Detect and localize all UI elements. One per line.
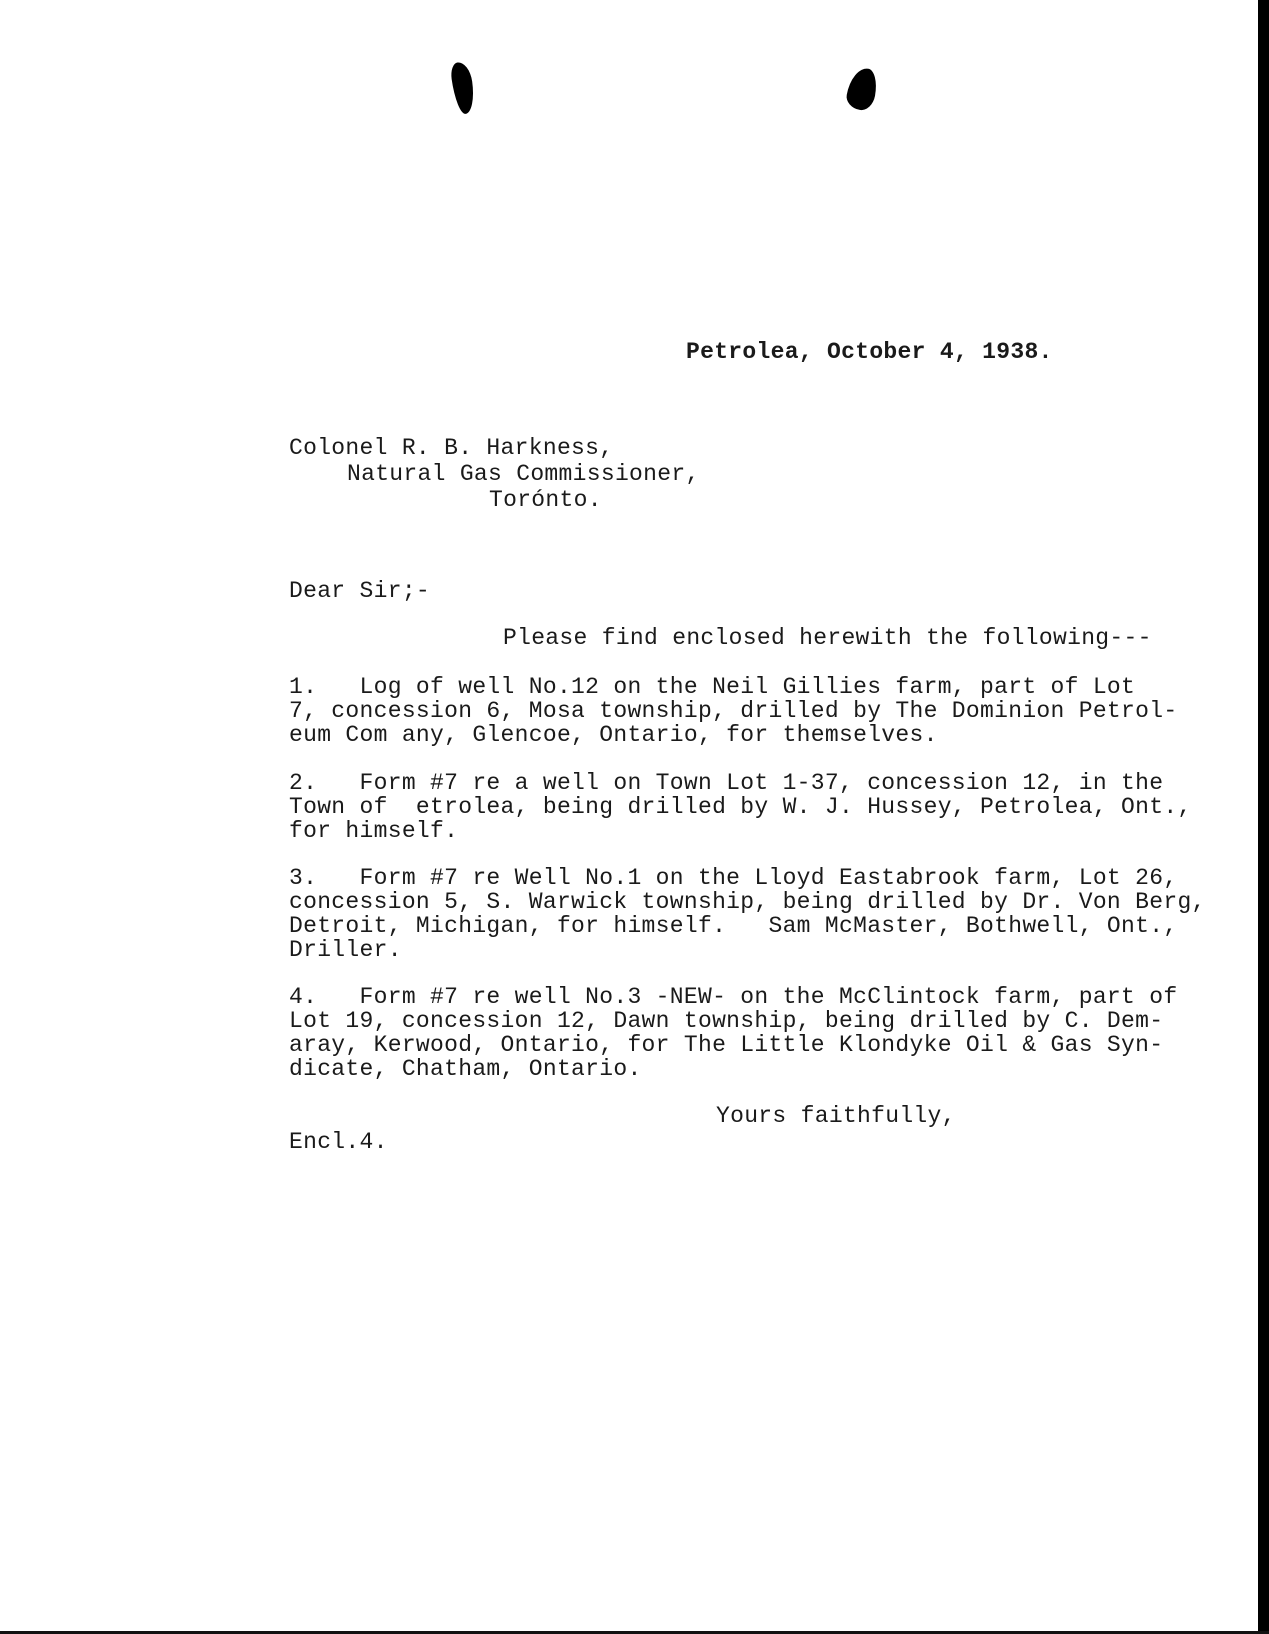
list-item-line: 4. Form #7 re well No.3 -NEW- on the McClintock farm, part of [289,984,1178,1010]
list-item-line: 1. Log of well No.12 on the Neil Gillies farm, part of Lot [289,674,1136,700]
list-item-line: 3. Form #7 re Well No.1 on the Lloyd Eastabrook farm, Lot 26, [289,865,1178,891]
list-item-line: 2. Form #7 re a well on Town Lot 1-37, concession 12, in the [289,770,1164,796]
closing: Yours faithfully, [716,1103,956,1129]
recipient-title: Natural Gas Commissioner, [347,461,700,487]
enclosure-note: Encl.4. [289,1129,388,1155]
list-item-line: eum Com any, Glencoe, Ontario, for themselves. [289,722,938,748]
dateline: Petrolea, October 4, 1938. [686,339,1053,365]
list-item-line: aray, Kerwood, Ontario, for The Little Klondyke Oil & Gas Syn- [289,1032,1164,1058]
scan-edge-right [1258,0,1269,1634]
list-item-line: for himself. [289,818,459,844]
recipient-city: Torónto. [489,487,602,513]
list-item-line: concession 5, S. Warwick township, being drilled by Dr. Von Berg, [289,889,1206,915]
recipient-name: Colonel R. B. Harkness, [289,435,614,461]
list-item-line: Detroit, Michigan, for himself. Sam McMaster, Bothwell, Ont., [289,913,1178,939]
list-item-line: Town of etrolea, being drilled by W. J. Hussey, Petrolea, Ont., [289,794,1192,820]
punch-hole-mark-left [449,61,476,115]
list-item-line: 7, concession 6, Mosa township, drilled by The Dominion Petrol- [289,698,1178,724]
punch-hole-mark-right [845,66,880,112]
intro-paragraph: Please find enclosed herewith the following--- [503,625,1152,651]
list-item-line: Driller. [289,937,402,963]
list-item-line: dicate, Chatham, Ontario. [289,1056,642,1082]
salutation: Dear Sir;- [289,578,431,604]
list-item-line: Lot 19, concession 12, Dawn township, being drilled by C. Dem- [289,1008,1164,1034]
